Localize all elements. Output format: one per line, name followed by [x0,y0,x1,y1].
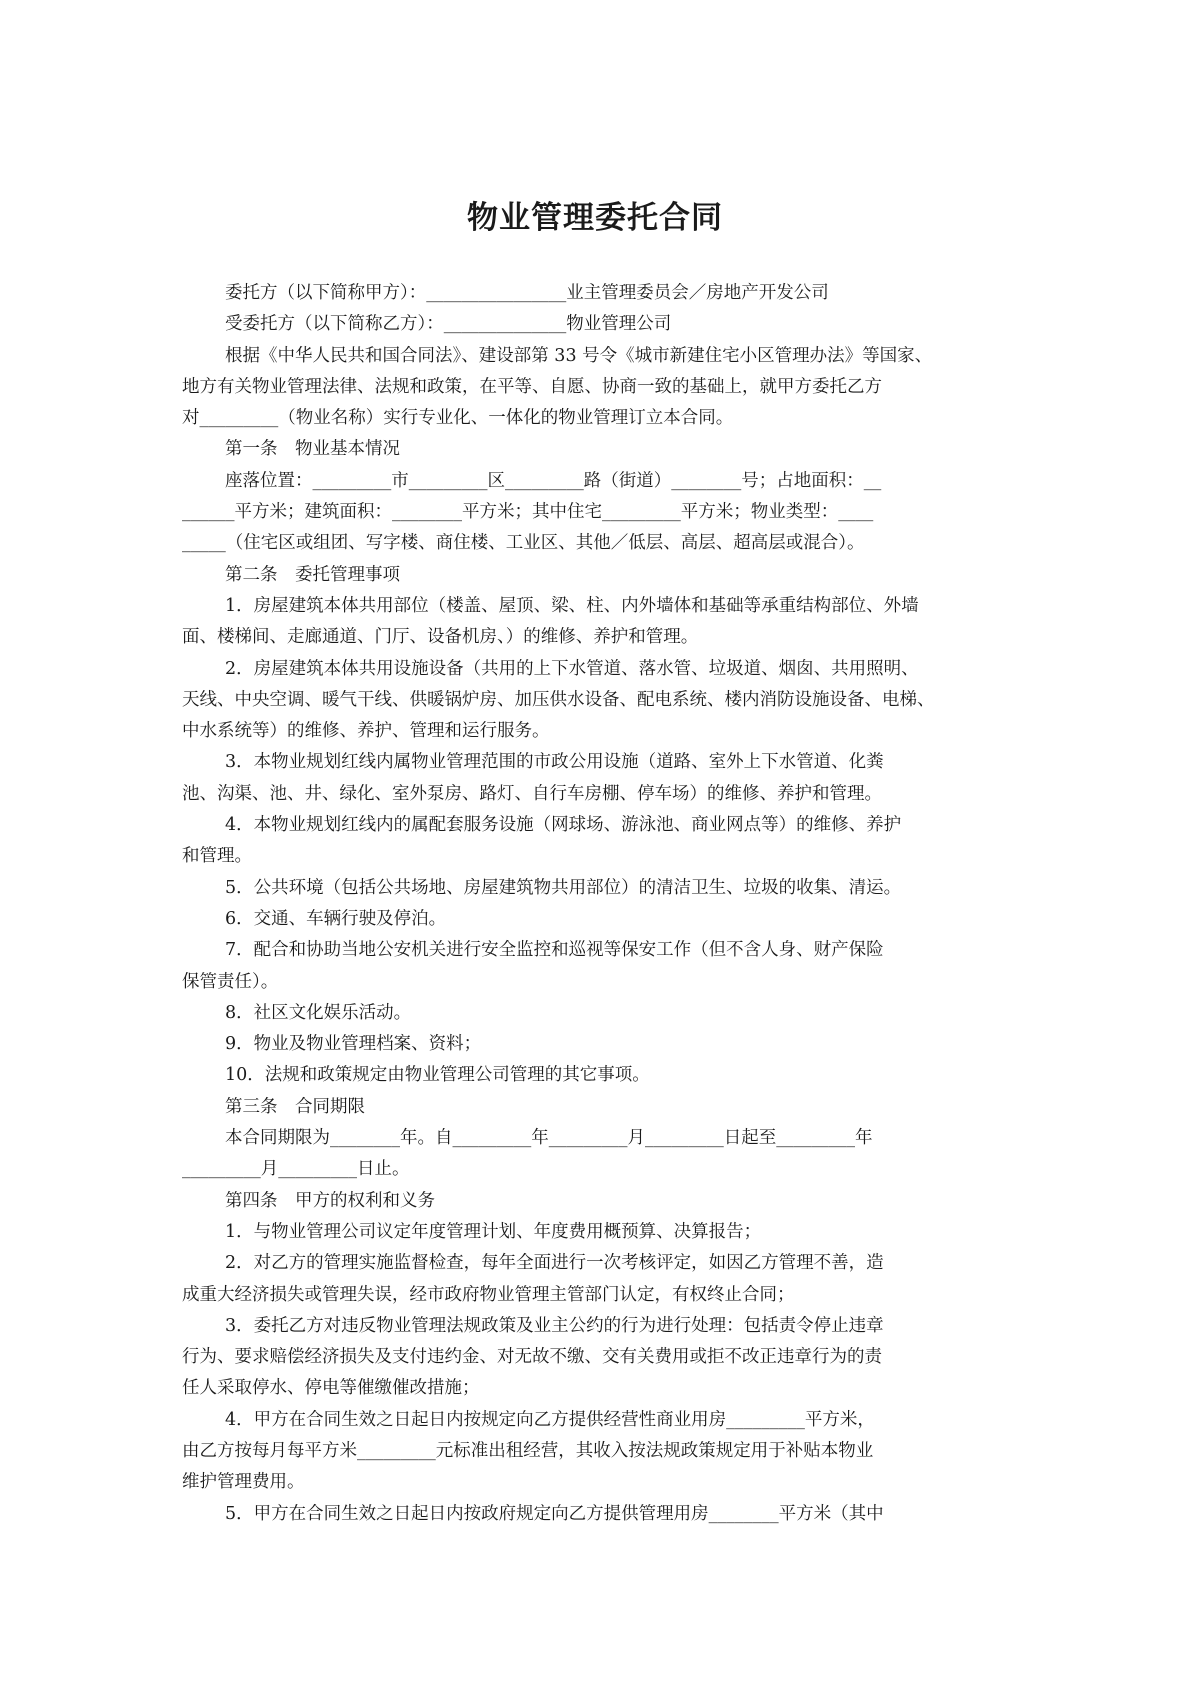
document-title: 物业管理委托合同 [467,200,723,236]
paragraph-line: 任人采取停水、停电等催缴催改措施； [182,1378,480,1399]
paragraph-line: 第四条 甲方的权利和义务 [225,1190,435,1211]
contract-paragraph [182,466,1017,560]
contract-paragraph [182,1499,1017,1530]
paragraph-line: 2．对乙方的管理实施监督检查，每年全面进行一次考核评定，如因乙方管理不善，造 [225,1253,884,1274]
paragraph-line: 2．房屋建筑本体共用设施设备（共用的上下水管道、落水管、垃圾道、烟囱、共用照明、 [225,658,919,679]
contract-body [182,278,1017,1530]
paragraph-line: 3．委托乙方对违反物业管理法规政策及业主公约的行为进行处理：包括责令停止违章 [225,1315,884,1336]
paragraph-line: _________月_________日止。 [182,1159,410,1180]
paragraph-line: 第二条 委托管理事项 [225,564,400,585]
paragraph-line: 对_________（物业名称）实行专业化、一体化的物业管理订立本合同。 [182,408,734,429]
paragraph-line: 9．物业及物业管理档案、资料； [225,1034,482,1055]
paragraph-line: 中水系统等）的维修、养护、管理和运行服务。 [182,721,550,742]
paragraph-line: 池、沟渠、池、井、绿化、室外泵房、路灯、自行车房棚、停车场）的维修、养护和管理。 [182,783,882,804]
paragraph-line: 第三条 合同期限 [225,1096,365,1117]
contract-paragraph [182,1311,1017,1405]
paragraph-line: 4．本物业规划红线内的属配套服务设施（网球场、游泳池、商业网点等）的维修、养护 [225,815,902,836]
paragraph-line: _____（住宅区或组团、写字楼、商住楼、工业区、其他／低层、高层、超高层或混合）。 [182,533,865,554]
paragraph-line: 由乙方按每月每平方米_________元标准出租经营，其收入按法规政策规定用于补贴本物业 [182,1440,874,1461]
paragraph-line: 8．社区文化娱乐活动。 [225,1002,412,1023]
paragraph-line: 维护管理费用。 [182,1472,305,1493]
contract-paragraph [182,935,1017,998]
contract-paragraph [182,1092,1017,1123]
contract-paragraph [182,904,1017,935]
paragraph-line: 成重大经济损失或管理失误，经市政府物业管理主管部门认定，有权终止合同； [182,1284,795,1305]
contract-paragraph [182,747,1017,810]
paragraph-line: 3．本物业规划红线内属物业管理范围的市政公用设施（道路、室外上下水管道、化粪 [225,752,884,773]
contract-paragraph [182,591,1017,654]
paragraph-line: 10．法规和政策规定由物业管理公司管理的其它事项。 [225,1065,650,1086]
paragraph-line: 4．甲方在合同生效之日起日内按规定向乙方提供经营性商业用房_________平方米， [225,1409,875,1430]
paragraph-line: 本合同期限为________年。自_________年_________月_________日起至_________年 [225,1128,873,1149]
contract-paragraph [182,1123,1017,1186]
contract-paragraph [182,1248,1017,1311]
contract-paragraph [182,341,1017,435]
contract-paragraph [182,278,1017,309]
paragraph-line: 地方有关物业管理法律、法规和政策，在平等、自愿、协商一致的基础上，就甲方委托乙方 [182,376,882,397]
paragraph-line: 1．与物业管理公司议定年度管理计划、年度费用概预算、决算报告； [225,1221,762,1242]
paragraph-line: 1．房屋建筑本体共用部位（楼盖、屋顶、梁、柱、内外墙体和基础等承重结构部位、外墙 [225,595,919,616]
paragraph-line: ______平方米；建筑面积：________平方米；其中住宅_________平方米；物业类型：____ [182,502,874,523]
contract-paragraph [182,810,1017,873]
contract-paragraph [182,309,1017,340]
paragraph-line: 第一条 物业基本情况 [225,439,400,460]
paragraph-line: 委托方（以下简称甲方）：________________业主管理委员会／房地产开发公司 [225,283,829,303]
contract-paragraph [182,1217,1017,1248]
contract-paragraph [182,434,1017,465]
paragraph-line: 天线、中央空调、暖气干线、供暖锅炉房、加压供水设备、配电系统、楼内消防设施设备、电梯、 [182,689,935,710]
paragraph-line: 根据《中华人民共和国合同法》、建设部第 33 号令《城市新建住宅小区管理办法》等国家、 [225,345,933,366]
paragraph-line: 座落位置：_________市_________区_________路（街道）________号；占地面积：__ [225,470,882,491]
paragraph-line: 行为、要求赔偿经济损失及支付违约金、对无故不缴、交有关费用或拒不改正违章行为的责 [182,1347,882,1368]
paragraph-line: 7．配合和协助当地公安机关进行安全监控和巡视等保安工作（但不含人身、财产保险 [225,940,884,961]
paragraph-line: 5．公共环境（包括公共场地、房屋建筑物共用部位）的清洁卫生、垃圾的收集、清运。 [225,877,902,898]
paragraph-line: 面、楼梯间、走廊通道、门厅、设备机房、）的维修、养护和管理。 [182,627,699,648]
contract-paragraph [182,560,1017,591]
paragraph-line: 受委托方（以下简称乙方）：______________物业管理公司 [225,314,672,335]
paragraph-line: 和管理。 [182,846,252,867]
contract-paragraph [182,873,1017,904]
paragraph-line: 6．交通、车辆行驶及停泊。 [225,908,447,929]
contract-paragraph [182,998,1017,1029]
contract-paragraph [182,1405,1017,1499]
contract-paragraph [182,1029,1017,1060]
contract-paragraph [182,1060,1017,1091]
paragraph-line: 5．甲方在合同生效之日起日内按政府规定向乙方提供管理用房________平方米（其中 [225,1503,884,1524]
contract-paragraph [182,1186,1017,1217]
paragraph-line: 保管责任）。 [182,971,279,992]
contract-paragraph [182,654,1017,748]
